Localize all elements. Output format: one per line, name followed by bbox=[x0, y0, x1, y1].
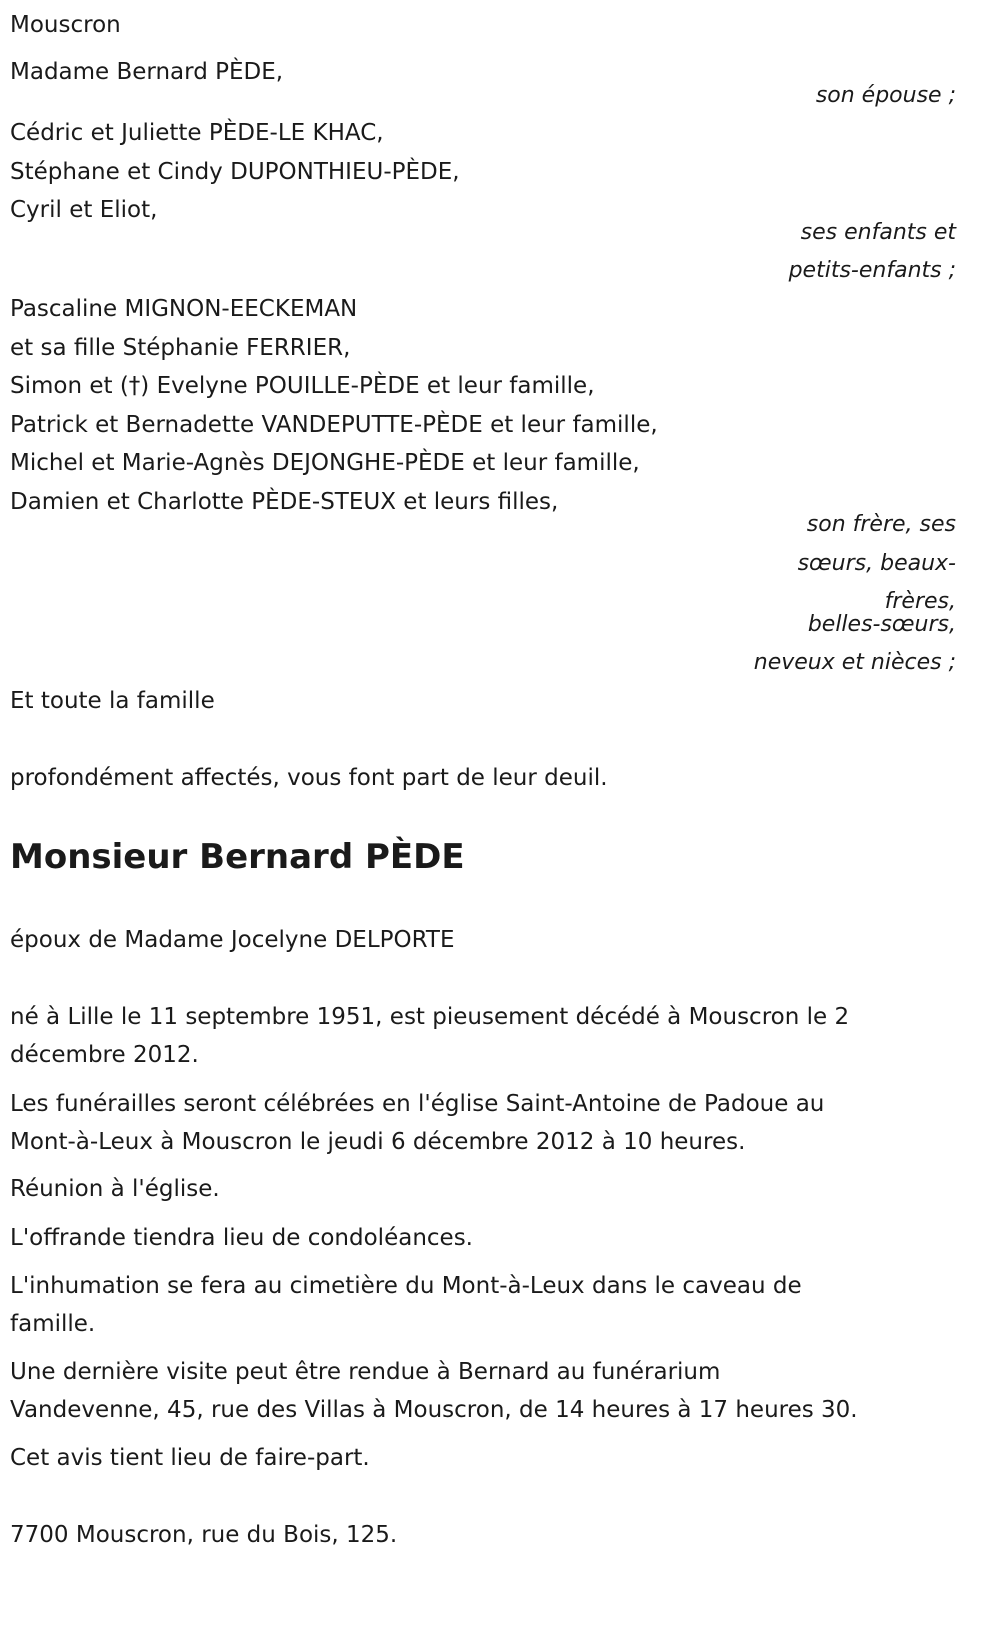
spouse-relation: son épouse ; bbox=[815, 83, 956, 108]
deceased-name: Monsieur Bernard PÈDE bbox=[10, 837, 465, 877]
children-relation: ses enfants et bbox=[800, 220, 956, 245]
detail-line: Une dernière visite peut être rendue à Bernard au funérarium bbox=[10, 1359, 721, 1385]
siblings-relation: belles-sœurs, bbox=[807, 612, 956, 637]
detail-line: né à Lille le 11 septembre 1951, est pieusement décédé à Mouscron le 2 bbox=[10, 1004, 850, 1030]
detail-line: Les funérailles seront célébrées en l'église Saint-Antoine de Padoue au bbox=[10, 1091, 825, 1117]
sibling-line: Michel et Marie-Agnès DEJONGHE-PÈDE et leur famille, bbox=[10, 450, 640, 476]
sibling-line: Patrick et Bernadette VANDEPUTTE-PÈDE et leur famille, bbox=[10, 412, 658, 438]
city: Mouscron bbox=[10, 12, 121, 38]
siblings-relation: son frère, ses bbox=[806, 512, 956, 537]
detail-line: Vandevenne, 45, rue des Villas à Mouscron, de 14 heures à 17 heures 30. bbox=[10, 1397, 858, 1423]
child-line: Cyril et Eliot, bbox=[10, 197, 158, 223]
child-line: Stéphane et Cindy DUPONTHIEU-PÈDE, bbox=[10, 159, 460, 185]
siblings-relation: sœurs, beaux- bbox=[797, 551, 956, 576]
sibling-line: et sa fille Stéphanie FERRIER, bbox=[10, 335, 351, 361]
detail-line: décembre 2012. bbox=[10, 1042, 199, 1068]
spouse-of: époux de Madame Jocelyne DELPORTE bbox=[10, 927, 455, 953]
spouse-name: Madame Bernard PÈDE, bbox=[10, 59, 284, 85]
detail-line: L'offrande tiendra lieu de condoléances. bbox=[10, 1225, 473, 1251]
sibling-line: Pascaline MIGNON-EECKEMAN bbox=[10, 296, 358, 322]
announcement: profondément affectés, vous font part de leur deuil. bbox=[10, 765, 608, 791]
address: 7700 Mouscron, rue du Bois, 125. bbox=[10, 1522, 398, 1548]
detail-line: Mont-à-Leux à Mouscron le jeudi 6 décembre 2012 à 10 heures. bbox=[10, 1129, 746, 1155]
detail-line: Réunion à l'église. bbox=[10, 1176, 220, 1202]
detail-line: Cet avis tient lieu de faire-part. bbox=[10, 1445, 370, 1471]
children-relation: petits-enfants ; bbox=[788, 258, 956, 283]
detail-line: L'inhumation se fera au cimetière du Mont-à-Leux dans le caveau de bbox=[10, 1273, 802, 1299]
family-line: Et toute la famille bbox=[10, 688, 215, 714]
sibling-line: Damien et Charlotte PÈDE-STEUX et leurs filles, bbox=[10, 489, 559, 515]
child-line: Cédric et Juliette PÈDE-LE KHAC, bbox=[10, 120, 384, 146]
siblings-relation: neveux et nièces ; bbox=[753, 650, 956, 675]
detail-line: famille. bbox=[10, 1311, 96, 1337]
sibling-line: Simon et (†) Evelyne POUILLE-PÈDE et leur famille, bbox=[10, 373, 595, 399]
siblings-relation: frères, bbox=[884, 589, 956, 614]
